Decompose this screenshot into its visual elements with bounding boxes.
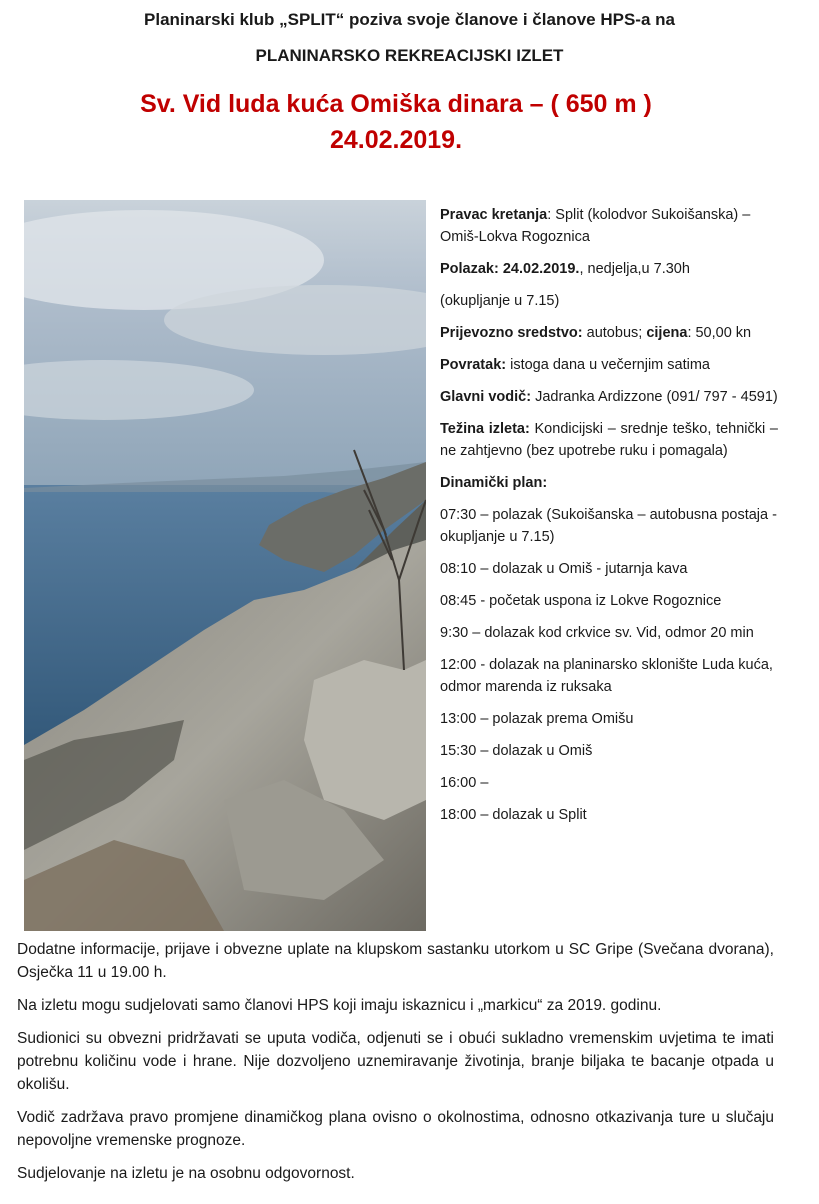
difficulty-line	[440, 418, 778, 462]
plan-item: 15:30 – dolazak u Omiš	[440, 743, 593, 759]
plan-item: 9:30 – dolazak kod crkvice sv. Vid, odmor 20 min	[440, 625, 754, 641]
gathering-line: (okupljanje u 7.15)	[440, 293, 560, 309]
registration-paragraph: Dodatne informacije, prijave i obvezne uplate na klupskom sastanku utorkom u SC Gripe (Svečana dvorana), Osječka 11 u 19.00 h.	[17, 941, 774, 981]
plan-item: 08:10 – dolazak u Omiš - jutarnja kava	[440, 561, 688, 577]
return-value: istoga dana u večernjim satima	[506, 357, 710, 373]
price-value: : 50,00 kn	[687, 325, 752, 341]
transport-value: autobus;	[582, 325, 643, 341]
plan-item: 07:30 – polazak (Sukoišanska – autobusna postaja - okupljanje u 7.15)	[440, 507, 777, 545]
plan-item: 08:45 - početak uspona iz Lokve Rogoznice	[440, 593, 722, 609]
route-line	[440, 204, 778, 248]
difficulty-value: Kondicijski – srednje teško, tehnički – ne zahtjevno (bez upotrebe ruku i pomagala)	[440, 421, 778, 459]
plan-item: 18:00 – dolazak u Split	[440, 807, 587, 823]
price-label: cijena	[646, 325, 688, 341]
difficulty-label: Težina izleta:	[440, 421, 530, 437]
departure-line	[440, 258, 778, 280]
route-label: Pravac kretanja	[440, 207, 548, 223]
transport-label: Prijevozno sredstvo:	[440, 325, 583, 341]
responsibility-paragraph: Sudjelovanje na izletu je na osobnu odgovornost.	[17, 1165, 355, 1182]
guide-value: Jadranka Ardizzone (091/ 797 - 4591)	[531, 389, 778, 405]
event-type-heading: PLANINARSKO REKREACIJSKI IZLET	[255, 46, 564, 65]
mountain-sea-photo	[24, 200, 426, 931]
return-line	[440, 354, 778, 376]
return-label: Povratak:	[440, 357, 507, 373]
guide-line	[440, 386, 778, 408]
additional-info	[17, 938, 774, 1195]
invitation-line: Planinarski klub „SPLIT“ poziva svoje članove i članove HPS-a na	[144, 10, 675, 29]
membership-paragraph: Na izletu mogu sudjelovati samo članovi HPS koji imaju iskaznicu i „markicu“ za 2019. godinu.	[17, 997, 662, 1014]
departure-value: , nedjelja,u 7.30h	[579, 261, 690, 277]
rules-paragraph: Sudionici su obvezni pridržavati se uputa vodiča, odjenuti se i obući sukladno vremenskim uvjetima te imati potrebnu količinu vode i hrane. Nije dozvoljeno uznemiravanje životinja, branje biljaka te bacanje otpada u okolišu.	[17, 1030, 774, 1093]
title-date: 24.02.2019.	[329, 126, 463, 154]
plan-change-paragraph: Vodič zadržava pravo promjene dinamičkog plana ovisno o okolnostima, odnosno otkazivanja ture u slučaju nepovoljne vremenske prognoze.	[17, 1109, 774, 1149]
page-title	[0, 86, 792, 158]
departure-label: Polazak: 24.02.2019.	[440, 261, 580, 277]
plan-item: 13:00 – polazak prema Omišu	[440, 711, 634, 727]
guide-label: Glavni vodič:	[440, 389, 532, 405]
transport-line	[440, 322, 778, 344]
route-value: : Split (kolodvor Sukoišanska) – Omiš-Lokva Rogoznica	[440, 207, 751, 245]
plan-heading	[440, 472, 778, 494]
trip-details	[440, 204, 778, 836]
plan-item: 12:00 - dolazak na planinarsko sklonište Luda kuća, odmor marenda iz ruksaka	[440, 657, 773, 695]
title-route: Sv. Vid luda kuća Omiška dinara – ( 650 m )	[140, 90, 652, 118]
plan-label: Dinamički plan:	[440, 475, 548, 491]
plan-item: 16:00 –	[440, 775, 489, 791]
